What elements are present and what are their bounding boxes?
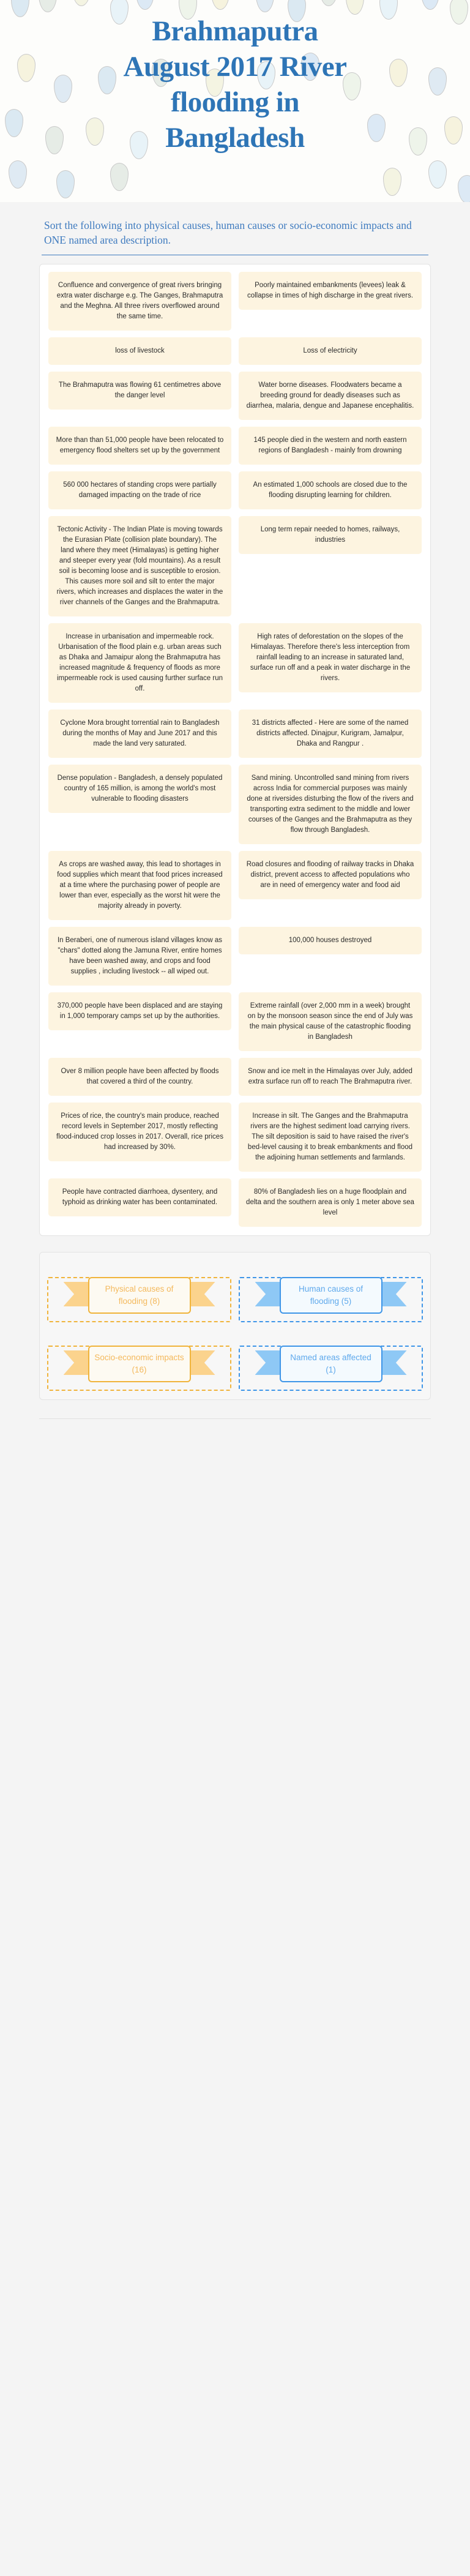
sortable-card[interactable]: Confluence and convergence of great rivers bringing extra water discharge e.g. The Ganges, Brahmaputra and the Meghna. All three rivers overflowed around the same time. xyxy=(48,272,231,331)
raindrop-icon xyxy=(458,175,470,202)
sortable-card[interactable]: The Brahmaputra was flowing 61 centimetres above the danger level xyxy=(48,372,231,410)
card-column-right xyxy=(239,471,422,509)
sortable-card[interactable]: Poorly maintained embankments (levees) leak & collapse in times of high discharge in the great rivers. xyxy=(239,272,422,310)
card-column-left xyxy=(48,1178,231,1216)
category-dropzone[interactable] xyxy=(239,1330,423,1391)
sortable-card[interactable]: 560 000 hectares of standing crops were partially damaged impacting on the trade of rice xyxy=(48,471,231,509)
sortable-card[interactable]: Over 8 million people have been affected by floods that covered a third of the country. xyxy=(48,1058,231,1096)
sortable-cards-panel xyxy=(39,264,431,1236)
header-banner xyxy=(0,0,470,202)
sortable-card[interactable]: Prices of rice, the country's main produce, reached record levels in September 2017, mostly reflecting flood-induced crop losses in 2017. Overall, rice prices had increased by 30%. xyxy=(48,1103,231,1161)
card-column-right xyxy=(239,765,422,844)
page-title-line: August 2017 River xyxy=(123,51,347,83)
card-column-right xyxy=(239,710,422,758)
card-column-right xyxy=(239,427,422,465)
sortable-card[interactable]: Road closures and flooding of railway tracks in Dhaka district, prevent access to affected populations who are in need of emergency water and food aid xyxy=(239,851,422,899)
page-title-line: Bangladesh xyxy=(165,122,305,154)
category-dropzone[interactable] xyxy=(47,1330,231,1391)
sortable-card[interactable]: More than than 51,000 people have been relocated to emergency flood shelters set up by the government xyxy=(48,427,231,465)
card-column-right xyxy=(239,1058,422,1096)
raindrop-icon xyxy=(346,0,364,15)
card-column-right xyxy=(239,1103,422,1172)
card-row xyxy=(48,427,422,465)
category-dropzones-panel xyxy=(39,1252,431,1400)
sortable-card[interactable]: Water borne diseases. Floodwaters became a breeding ground for deadly diseases such as diarrhea, malaria, dengue and Japanese encephalitis. xyxy=(239,372,422,420)
card-row xyxy=(48,1058,422,1096)
card-column-left xyxy=(48,1058,231,1096)
card-row xyxy=(48,710,422,758)
sortable-card[interactable]: 31 districts affected - Here are some of the named districts affected. Dinajpur, Kurigram, Jamalpur, Dhaka and Rangpur . xyxy=(239,710,422,758)
raindrop-icon xyxy=(256,0,274,12)
card-column-right xyxy=(239,992,422,1051)
card-row xyxy=(48,623,422,703)
page-title-line: flooding in xyxy=(171,86,299,118)
card-column-left xyxy=(48,851,231,920)
footer-divider xyxy=(39,1418,431,1419)
card-row xyxy=(48,516,422,616)
dropzone-label: Human causes of flooding (5) xyxy=(280,1277,382,1314)
card-column-right xyxy=(239,927,422,954)
ribbon-banner xyxy=(88,1346,191,1382)
page-title-line: Brahmaputra xyxy=(152,15,318,47)
sortable-card[interactable]: Extreme rainfall (over 2,000 mm in a week) brought on by the monsoon season since the end of July was the main physical cause of the catastrophic flooding in Bangladesh xyxy=(239,992,422,1051)
raindrop-icon xyxy=(110,163,129,191)
card-row xyxy=(48,1103,422,1172)
raindrop-icon xyxy=(136,0,154,10)
card-column-left xyxy=(48,710,231,758)
dropzone-label: Physical causes of flooding (8) xyxy=(88,1277,191,1314)
card-column-left xyxy=(48,272,231,331)
card-column-right xyxy=(239,516,422,554)
raindrop-icon xyxy=(56,170,75,198)
card-column-left xyxy=(48,471,231,509)
card-row xyxy=(48,272,422,331)
card-column-left xyxy=(48,516,231,616)
sortable-card[interactable]: Increase in urbanisation and impermeable rock. Urbanisation of the flood plain e.g. urban areas such as Dhaka and Jamaipur along the Brahmaputra has increased magnitude & frequency of floods as more impermeable rock is used causing further surface run off. xyxy=(48,623,231,703)
sortable-card[interactable]: 80% of Bangladesh lies on a huge floodplain and delta and the southern area is only 1 meter above sea level xyxy=(239,1178,422,1227)
sortable-card[interactable]: Cyclone Mora brought torrential rain to Bangladesh during the months of May and June 2017 and this made the land very saturated. xyxy=(48,710,231,758)
sortable-card[interactable]: 370,000 people have been displaced and are staying in 1,000 temporary camps set up by the authorities. xyxy=(48,992,231,1030)
card-row xyxy=(48,992,422,1051)
sortable-card[interactable]: Snow and ice melt in the Himalayas over July, added extra surface run off to reach The Brahmaputra river. xyxy=(239,1058,422,1096)
card-column-left xyxy=(48,623,231,703)
dropzone-label: Socio-economic impacts (16) xyxy=(88,1346,191,1382)
card-column-left xyxy=(48,337,231,365)
dropzone-label: Named areas affected (1) xyxy=(280,1346,382,1382)
card-row xyxy=(48,851,422,920)
card-row xyxy=(48,765,422,844)
raindrop-icon xyxy=(421,0,439,10)
sortable-card[interactable]: Sand mining. Uncontrolled sand mining from rivers across India for commercial purposes was mainly done at riversides disturbing the flow of the rivers and transporting extra sediment to the middle and lower courses of the Ganges and the Brahmaputra as they flow through Bangladesh. xyxy=(239,765,422,844)
raindrop-icon xyxy=(383,168,401,196)
sortable-card[interactable]: loss of livestock xyxy=(48,337,231,365)
sortable-card[interactable]: Increase in silt. The Ganges and the Brahmaputra rivers are the highest sediment load carrying rivers. The silt deposition is said to have raised the river's bed-level causing it to break embankments and flood the adjoining human settlements and farmlands. xyxy=(239,1103,422,1172)
page-title xyxy=(0,13,470,155)
sortable-card[interactable]: Tectonic Activity - The Indian Plate is moving towards the Eurasian Plate (collision plate boundary). The land where they meet (Himalayas) is getting higher and steeper every year (fold mountains). As a result soil is becoming loose and is susceptible to erosion. This causes more soil and silt to enter the major rivers, which increases and displaces the water in the river channels of the Ganges and the Brahmaputra. xyxy=(48,516,231,616)
raindrop-icon xyxy=(319,0,338,6)
dropzone-row xyxy=(47,1330,423,1391)
sortable-card[interactable]: 100,000 houses destroyed xyxy=(239,927,422,954)
card-column-right xyxy=(239,623,422,692)
card-column-left xyxy=(48,372,231,410)
card-row xyxy=(48,471,422,509)
card-column-left xyxy=(48,927,231,986)
raindrop-icon xyxy=(39,0,57,12)
card-column-right xyxy=(239,1178,422,1227)
sortable-card[interactable]: As crops are washed away, this lead to shortages in food supplies which meant that food prices increased at a time where the purchasing power of people are lower than ever, especially as the worst hit were the majority already in poverty. xyxy=(48,851,231,920)
raindrop-icon xyxy=(72,0,91,6)
card-column-left xyxy=(48,765,231,813)
page-body xyxy=(0,202,470,2576)
category-dropzone[interactable] xyxy=(239,1261,423,1322)
instruction-text: Sort the following into physical causes, human causes or socio-economic impacts and ONE named area description. xyxy=(44,219,412,246)
category-dropzone[interactable] xyxy=(47,1261,231,1322)
sortable-card[interactable]: An estimated 1,000 schools are closed due to the flooding disrupting learning for children. xyxy=(239,471,422,509)
sortable-card[interactable]: Loss of electricity xyxy=(239,337,422,365)
card-column-right xyxy=(239,851,422,899)
ribbon-banner xyxy=(280,1277,382,1314)
raindrop-icon xyxy=(9,160,27,189)
sortable-card[interactable]: People have contracted diarrhoea, dysentery, and typhoid as drinking water has been contaminated. xyxy=(48,1178,231,1216)
card-column-left xyxy=(48,427,231,465)
card-row xyxy=(48,372,422,420)
card-row xyxy=(48,1178,422,1227)
card-column-left xyxy=(48,1103,231,1161)
card-column-right xyxy=(239,337,422,365)
sortable-card[interactable]: In Beraberi, one of numerous island villages know as "chars" dotted along the Jamuna River, entire homes have been washed away, and crops and food supplies , including livestock -- all wiped out. xyxy=(48,927,231,986)
sortable-card[interactable]: 145 people died in the western and north eastern regions of Bangladesh - mainly from drowning xyxy=(239,427,422,465)
card-column-left xyxy=(48,992,231,1030)
ribbon-banner xyxy=(280,1346,382,1382)
sortable-card[interactable]: Long term repair needed to homes, railways, industries xyxy=(239,516,422,554)
card-column-right xyxy=(239,372,422,420)
sortable-card[interactable]: Dense population - Bangladesh, a densely populated country of 165 million, is among the world's most vulnerable to flooding disasters xyxy=(48,765,231,813)
ribbon-banner xyxy=(88,1277,191,1314)
sortable-card[interactable]: High rates of deforestation on the slopes of the Himalayas. Therefore there's less interception from rainfall leading to an increase in saturated land, surface run off and a peak in water discharge in the rivers. xyxy=(239,623,422,692)
card-column-right xyxy=(239,272,422,310)
raindrop-icon xyxy=(428,160,447,189)
raindrop-icon xyxy=(211,0,229,10)
card-row xyxy=(48,927,422,986)
dropzone-row xyxy=(47,1261,423,1322)
card-row xyxy=(48,337,422,365)
content-container xyxy=(39,202,431,1400)
